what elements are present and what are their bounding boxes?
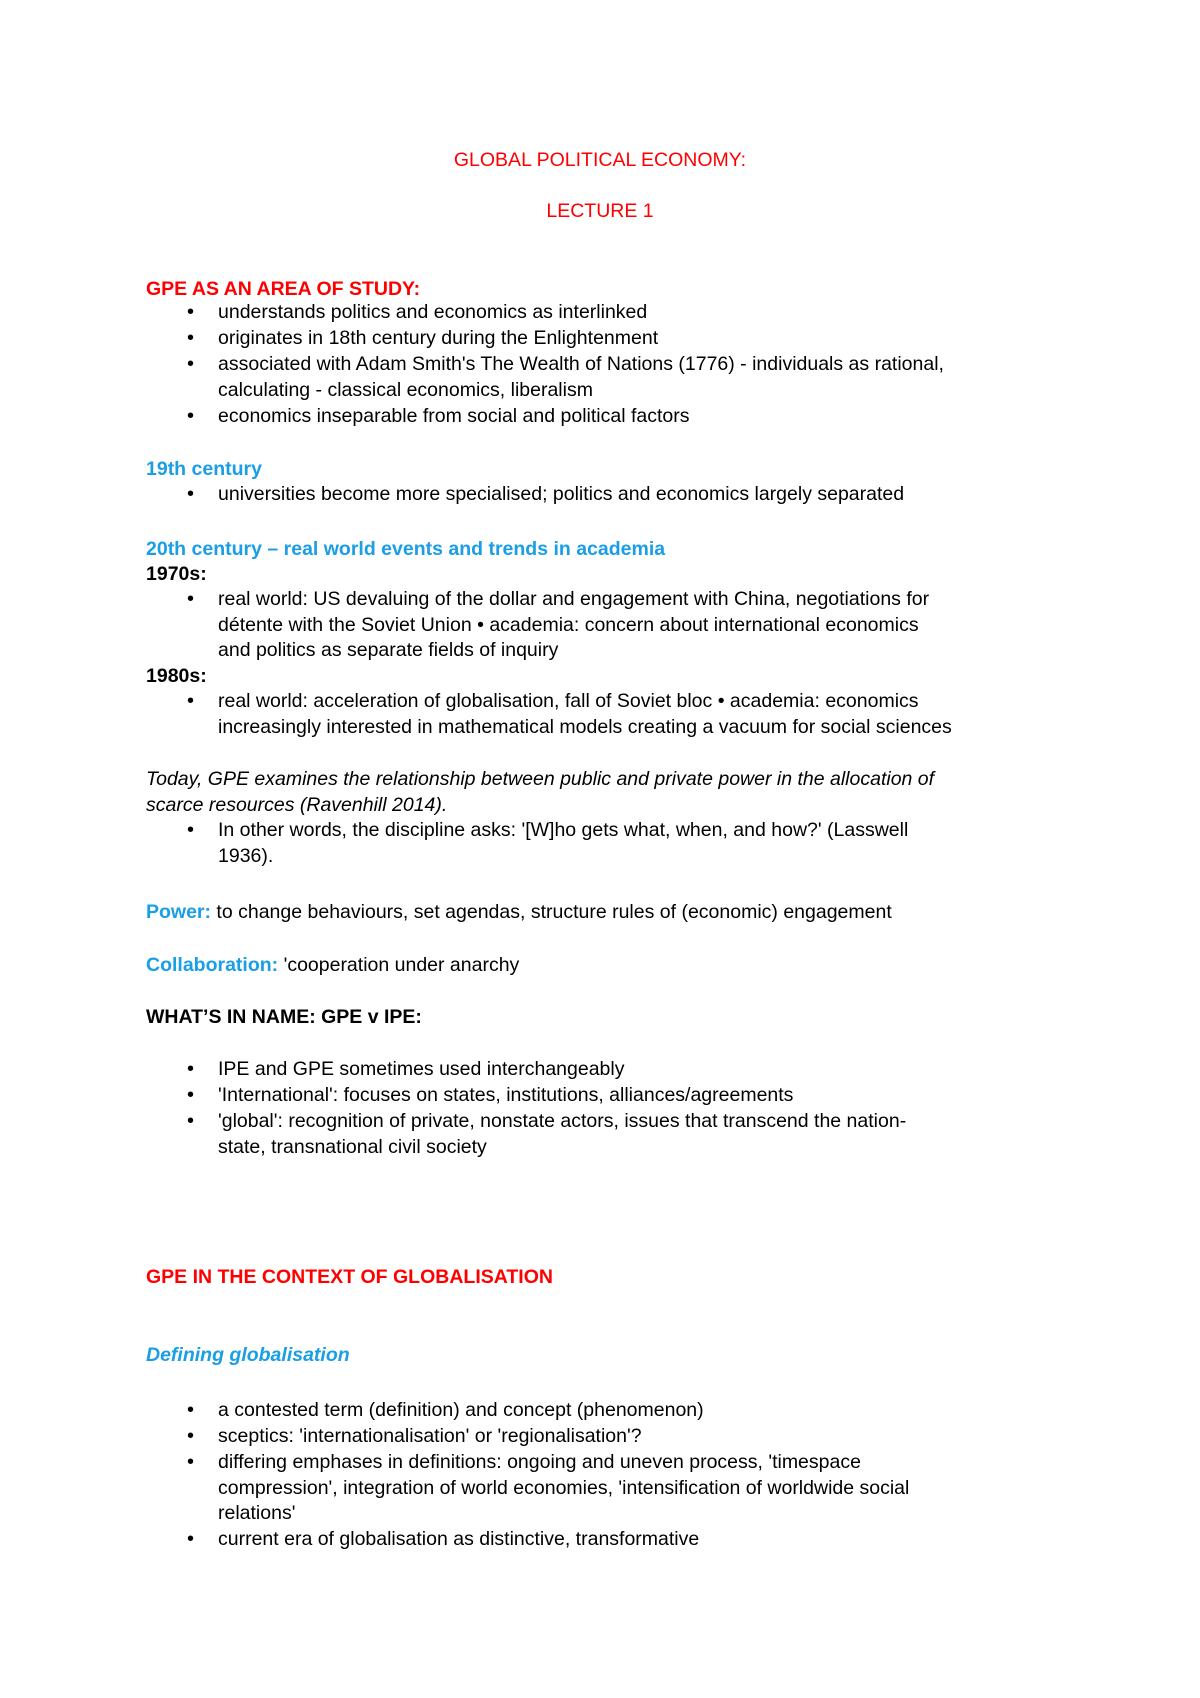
- heading-19th-century: 19th century: [146, 458, 262, 480]
- list-item: real world: acceleration of globalisation, fall of Soviet bloc • academia: economics increasingly interested in mathematical models creating a vacuum for social sciences: [218, 690, 952, 738]
- label-1980s: 1980s:: [146, 665, 207, 687]
- list-item: In other words, the discipline asks: '[W]ho gets what, when, and how?' (Lasswell 1936).: [218, 819, 909, 867]
- list-item: 'International': focuses on states, institutions, alliances/agreements: [218, 1084, 794, 1106]
- list-item: economics inseparable from social and political factors: [218, 405, 690, 427]
- collaboration-text: 'cooperation under anarchy: [278, 954, 520, 976]
- collaboration-label: Collaboration:: [146, 954, 279, 976]
- bullet-glyph: •: [187, 1451, 195, 1473]
- bullet-glyph: •: [187, 483, 195, 505]
- section-heading-gpe-study: GPE AS AN AREA OF STUDY:: [146, 278, 421, 300]
- list-item: understands politics and economics as interlinked: [218, 301, 648, 323]
- bullet-glyph: •: [187, 327, 195, 349]
- bullet-glyph: •: [187, 588, 195, 610]
- list-item: IPE and GPE sometimes used interchangeably: [218, 1058, 625, 1080]
- bullet-glyph: •: [187, 353, 195, 375]
- bullet-glyph: •: [187, 1425, 195, 1447]
- bullet-glyph: •: [187, 1084, 195, 1106]
- document-subtitle: LECTURE 1: [546, 200, 654, 222]
- heading-gpe-v-ipe: WHAT’S IN NAME: GPE v IPE:: [146, 1006, 422, 1028]
- bullet-glyph: •: [187, 819, 195, 841]
- bullet-glyph: •: [187, 690, 195, 712]
- collaboration-line: [146, 953, 519, 977]
- list-item: current era of globalisation as distinctive, transformative: [218, 1528, 700, 1550]
- list-item: real world: US devaluing of the dollar and engagement with China, negotiations for détente with the Soviet Union • academia: concern about international economics and politics as separate fields of inquiry: [218, 588, 930, 661]
- heading-20th-century: 20th century – real world events and trends in academia: [146, 538, 666, 560]
- power-text: to change behaviours, set agendas, structure rules of (economic) engagement: [211, 901, 892, 923]
- document-title: GLOBAL POLITICAL ECONOMY:: [453, 149, 747, 171]
- bullet-glyph: •: [187, 301, 195, 323]
- bullet-glyph: •: [187, 405, 195, 427]
- power-line: [146, 900, 892, 924]
- list-item: differing emphases in definitions: ongoing and uneven process, 'timespace compression', integration of world economies, 'intensification of worldwide social relations': [218, 1451, 910, 1524]
- list-item: associated with Adam Smith's The Wealth of Nations (1776) - individuals as rational, calculating - classical economics, liberalism: [218, 353, 944, 401]
- section-heading-globalisation: GPE IN THE CONTEXT OF GLOBALISATION: [146, 1266, 553, 1288]
- power-label: Power:: [146, 901, 212, 923]
- bullet-glyph: •: [187, 1528, 195, 1550]
- list-item: sceptics: 'internationalisation' or 'regionalisation'?: [218, 1425, 642, 1447]
- label-1970s: 1970s:: [146, 563, 207, 585]
- today-paragraph: Today, GPE examines the relationship between public and private power in the allocation of scarce resources (Ravenhill 2014).: [146, 768, 935, 816]
- bullet-glyph: •: [187, 1110, 195, 1132]
- bullet-glyph: •: [187, 1058, 195, 1080]
- list-item: a contested term (definition) and concept (phenomenon): [218, 1399, 704, 1421]
- list-item: universities become more specialised; politics and economics largely separated: [218, 483, 905, 505]
- bullet-glyph: •: [187, 1399, 195, 1421]
- list-item: originates in 18th century during the Enlightenment: [218, 327, 659, 349]
- list-item: 'global': recognition of private, nonstate actors, issues that transcend the nation- state, transnational civil society: [218, 1110, 907, 1158]
- subheading-defining-globalisation: Defining globalisation: [146, 1344, 350, 1366]
